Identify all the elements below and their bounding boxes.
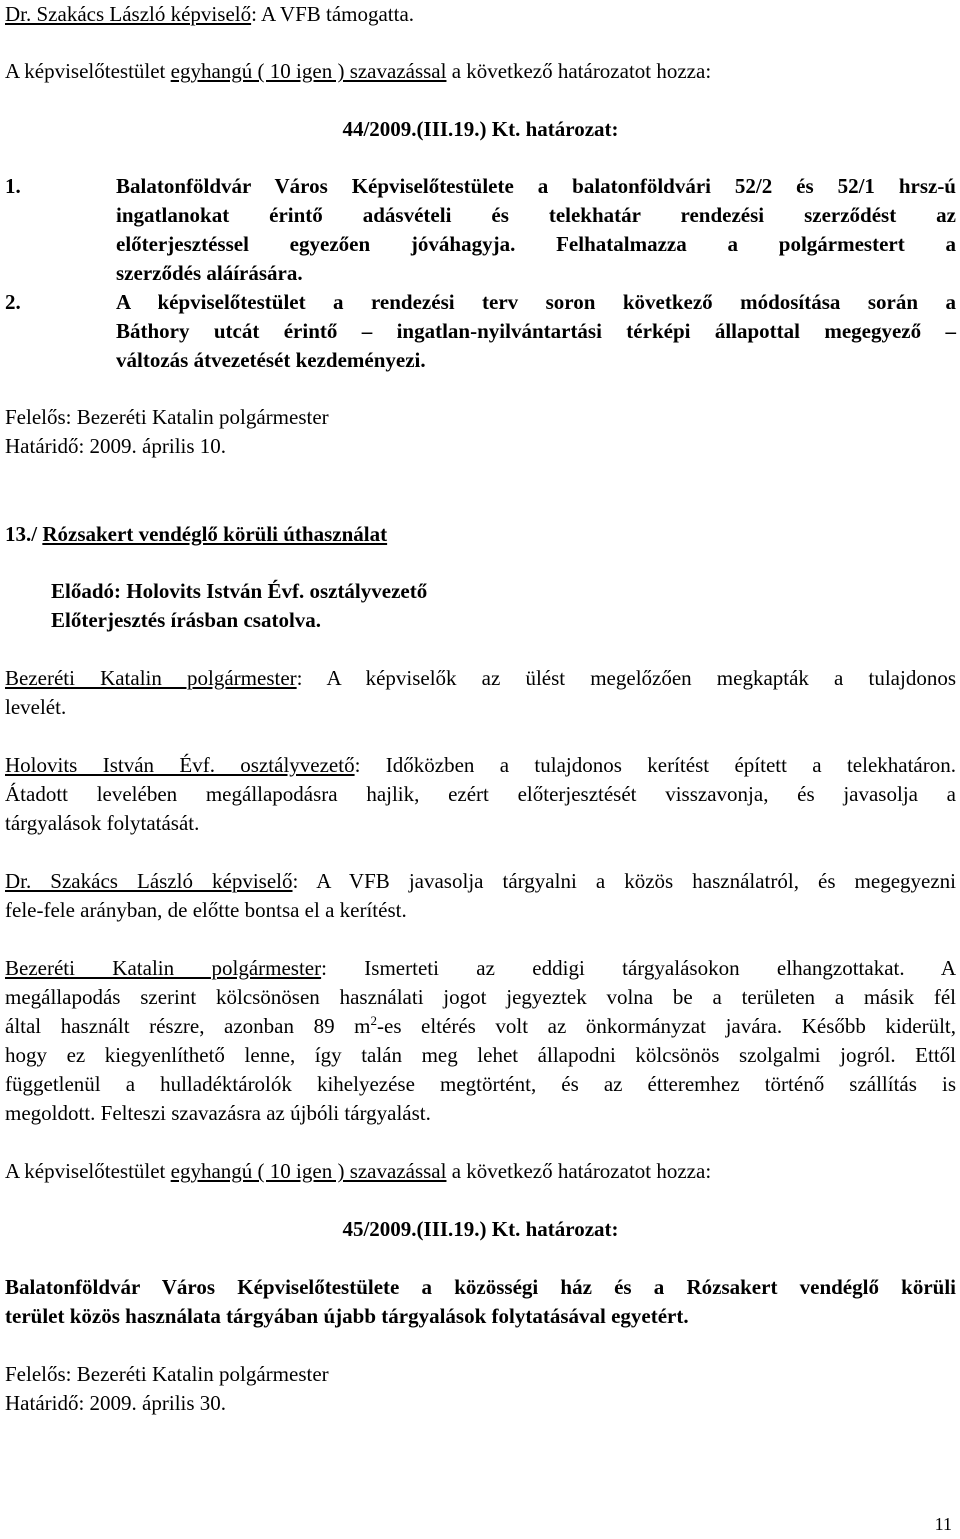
item-2-line: A képviselőtestület a rendezési terv soron következő módosítása során a <box>116 290 956 314</box>
vote-line-1 <box>5 57 956 86</box>
item-2-text <box>116 288 956 375</box>
statement-line: megállapodás szerint kölcsönösen használati jogot jegyeztek volna be a területen a másik fél <box>5 985 956 1009</box>
speaker-name: Bezeréti Katalin polgármester <box>5 666 297 690</box>
page-number: 11 <box>934 1514 952 1534</box>
vote-text: a következő határozatot hozza: <box>446 1159 712 1183</box>
statement-line: hogy ez kiegyenlíthető lenne, így talán meg lehet állapodni kölcsönös szolgalmi jogról. Ettől <box>5 1043 956 1067</box>
resolution-44-title: 44/2009.(III.19.) Kt. határozat: <box>342 117 619 141</box>
item-1-line: Balatonföldvár Város Képviselőtestülete a balatonföldvári 52/2 és 52/1 hrsz-ú <box>116 174 956 198</box>
responsible-44: Felelős: Bezeréti Katalin polgármester <box>5 405 329 429</box>
statement-text: : A képviselők az ülést megelőzően megkapták a tulajdonos <box>296 666 956 690</box>
resolution-45-title: 45/2009.(III.19.) Kt. határozat: <box>342 1217 619 1241</box>
vote-text: A képviselőtestület <box>5 1159 171 1183</box>
item-1-line: előterjesztéssel egyezően jóváhagyja. Felhatalmazza a polgármestert a <box>116 232 956 256</box>
submission-note: Előterjesztés írásban csatolva. <box>51 608 322 632</box>
statement-holovits <box>5 751 956 780</box>
vote-text: a következő határozatot hozza: <box>446 59 712 83</box>
item-2-line: Báthory utcát érintő – ingatlan-nyilvántartási térképi állapottal megegyező – <box>116 319 956 343</box>
item-2-number: 2. <box>5 290 21 314</box>
speaker-name: Bezeréti Katalin polgármester <box>5 956 322 980</box>
speaker-name: Dr. Szakács László képviselő <box>5 2 252 26</box>
item-1-text <box>116 172 956 288</box>
statement-line: Átadott levelében megállapodásra hajlik, ezért előterjesztését visszavonja, és javasolja a <box>5 782 956 806</box>
statement-text: : Időközben a tulajdonos kerítést épített a telekhatáron. <box>354 753 956 777</box>
statement-line <box>5 1012 956 1041</box>
statement-line: megoldott. Felteszi szavazásra az újbóli tárgyalást. <box>5 1101 431 1125</box>
section-number: 13./ <box>5 522 38 546</box>
text-part: -es eltérés volt az önkormányzat javára. Később kiderült, <box>377 1014 957 1038</box>
deadline-45: Határidő: 2009. április 30. <box>5 1391 227 1415</box>
section-13-heading <box>5 520 956 549</box>
item-1-number: 1. <box>5 174 21 198</box>
text-part: által használt részre, azonban 89 m <box>5 1014 371 1038</box>
statement-text: : Ismerteti az eddigi tárgyalásokon elhangzottakat. A <box>321 956 956 980</box>
statement-szakacs-top <box>5 0 956 29</box>
item-1-line: ingatlanokat érintő adásvételi és telekhatár rendezési szerződést az <box>116 203 956 227</box>
speaker-name: Dr. Szakács László képviselő <box>5 869 293 893</box>
section-title: Rózsakert vendéglő körüli úthasználat <box>42 522 388 546</box>
statement-bezereti-2 <box>5 954 956 983</box>
presenter: Előadó: Holovits István Évf. osztályvezető <box>51 579 428 603</box>
document-page <box>5 0 956 1537</box>
vote-text: A képviselőtestület <box>5 59 171 83</box>
vote-result: egyhangú ( 10 igen ) szavazással <box>170 59 447 83</box>
statement-line: tárgyalások folytatását. <box>5 811 200 835</box>
statement-text: : A VFB támogatta. <box>251 2 415 26</box>
item-1-line: szerződés aláírására. <box>116 261 303 285</box>
superscript: 2 <box>370 1013 377 1028</box>
vote-line-2 <box>5 1157 956 1186</box>
statement-bezereti-1 <box>5 664 956 693</box>
vote-result: egyhangú ( 10 igen ) szavazással <box>170 1159 447 1183</box>
statement-line: levelét. <box>5 695 67 719</box>
resolution-45-line: terület közös használata tárgyában újabb tárgyalások folytatásával egyetért. <box>5 1304 689 1328</box>
resolution-45-line: Balatonföldvár Város Képviselőtestülete a közösségi ház és a Rózsakert vendéglő körüli <box>5 1275 956 1299</box>
responsible-45: Felelős: Bezeréti Katalin polgármester <box>5 1362 329 1386</box>
deadline-44: Határidő: 2009. április 10. <box>5 434 227 458</box>
speaker-name: Holovits István Évf. osztályvezető <box>5 753 355 777</box>
statement-text: : A VFB javasolja tárgyalni a közös használatról, és megegyezni <box>292 869 957 893</box>
item-2-line: változás átvezetését kezdeményezi. <box>116 348 426 372</box>
statement-line: fele-fele arányban, de előtte bontsa el a kerítést. <box>5 898 407 922</box>
statement-szakacs <box>5 867 956 896</box>
statement-line: függetlenül a hulladéktárolók kihelyezése megtörtént, és az étteremhez történő szállítás is <box>5 1072 956 1096</box>
